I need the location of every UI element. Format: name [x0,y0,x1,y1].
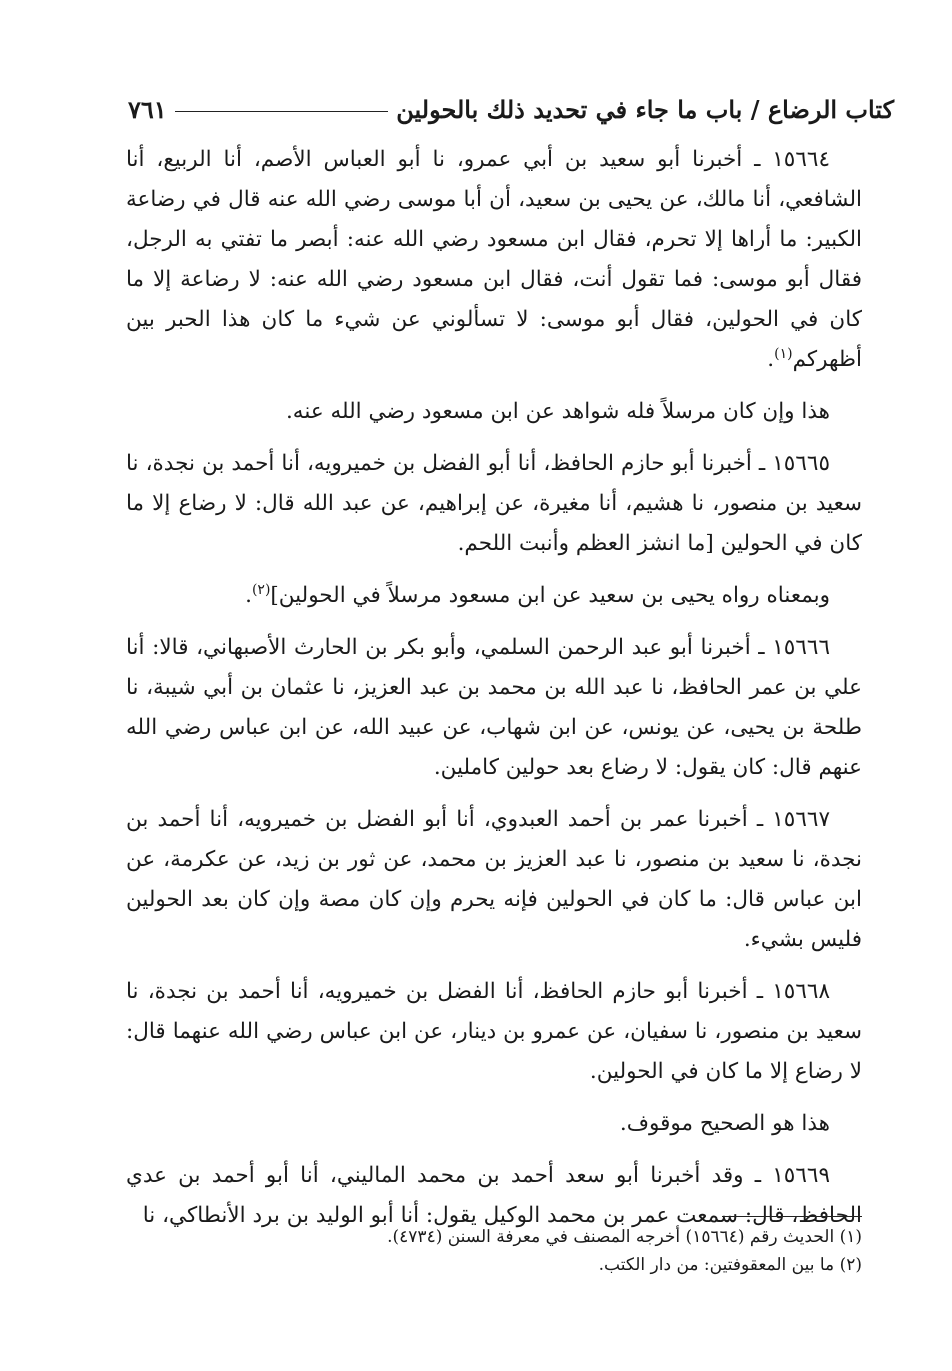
footnote-rule [722,1216,862,1217]
paragraph-tail: . [767,347,775,372]
paragraph-text: وبمعناه رواه يحيى بن سعيد عن ابن مسعود مرسلاً في الحولين] [270,583,830,608]
paragraph-text: ١٥٦٦٥ ـ أخبرنا أبو حازم الحافظ، أنا أبو الفضل بن خميرويه، أنا أحمد بن نجدة، نا سعيد بن منصور، نا هشيم، أنا مغيرة، عن إبراهيم، عن عبد الله قال: لا رضاع إلا ما كان في الحولين [ما انشز العظم وأنبت اللحم. [126,451,862,556]
paragraph-text: ١٥٦٦٧ ـ أخبرنا عمر بن أحمد العبدوي، أنا أبو الفضل بن خميرويه، أنا أحمد بن نجدة، نا سعيد بن منصور، نا عبد العزيز بن محمد، عن ثور بن زيد، عن عكرمة، عن ابن عباس قال: ما كان في الحولين فإنه يحرم وإن كان مصة وإن كان بعد الحولين فليس بشيء. [126,807,862,952]
comment-paragraph [126,576,862,616]
paragraph-text: هذا هو الصحيح موقوف. [619,1111,830,1136]
page-header [128,80,894,124]
footnote-2: (٢) ما بين المعقوفتين: من دار الكتب. [598,1255,862,1275]
paragraph-text: ١٥٦٦٨ ـ أخبرنا أبو حازم الحافظ، أنا الفضل بن خميرويه، أنا أحمد بن نجدة، نا سعيد بن منصور، نا سفيان، عن عمرو بن دينار، عن ابن عباس رضي الله عنهما قال: لا رضاع إلا ما كان في الحولين. [126,979,862,1084]
hadith-paragraph [126,628,862,788]
paragraph-text: ١٥٦٦٩ ـ وقد أخبرنا أبو سعد أحمد بن محمد الماليني، أنا أبو أحمد بن عدي الحافظ، قال: سمعت عمر بن محمد الوكيل يقول: أنا أبو الوليد بن برد الأنطاكي، نا [126,1163,862,1228]
hadith-paragraph [126,800,862,960]
running-title: كتاب الرضاع / باب ما جاء في تحديد ذلك بالحولين [396,95,894,124]
hadith-paragraph [126,972,862,1092]
paragraph-tail: . [245,583,252,608]
page-number: ٧٦١ [128,95,167,124]
hadith-paragraph [126,444,862,564]
comment-paragraph [126,392,862,432]
paragraph-text: ١٥٦٦٤ ـ أخبرنا أبو سعيد بن أبي عمرو، نا أبو العباس الأصم، أنا الربيع، أنا الشافعي، أنا مالك، عن يحيى بن سعيد، أن أبا موسى رضي الله عنه قال في رضاعة الكبير: ما أراها إلا تحرم، فقال ابن مسعود رضي الله عنه: أبصر ما تفتي به الرجل، فقال أبو موسى: فما تقول أنت، فقال ابن مسعود رضي الله عنه: لا رضاعة إلا ما كان في الحولين، فقال أبو موسى: لا تسألوني عن شيء ما كان هذا الحبر بين أظهركم [126,147,862,372]
hadith-paragraph [126,140,862,380]
comment-paragraph [126,1104,862,1144]
page-body [126,140,862,1248]
footnote-1: (١) الحديث رقم (١٥٦٦٤) أخرجه المصنف في معرفة السنن (٤٧٣٤). [387,1227,862,1247]
header-rule [175,111,389,112]
footnotes [126,1216,862,1279]
paragraph-text: هذا وإن كان مرسلاً فله شواهد عن ابن مسعود رضي الله عنه. [285,399,830,424]
footnote-marker: (٢) [251,581,271,598]
footnote-marker: (١) [774,345,793,362]
paragraph-text: ١٥٦٦٦ ـ أخبرنا أبو عبد الرحمن السلمي، وأبو بكر بن الحارث الأصبهاني، قالا: أنا علي بن عمر الحافظ، نا عبد الله بن محمد بن عبد العزيز، نا عثمان بن أبي شيبة، نا طلحة بن يحيى، عن يونس، عن ابن شهاب، عن عبيد الله، عن ابن عباس رضي الله عنهم قال: كان يقول: لا رضاع بعد حولين كاملين. [126,635,862,780]
